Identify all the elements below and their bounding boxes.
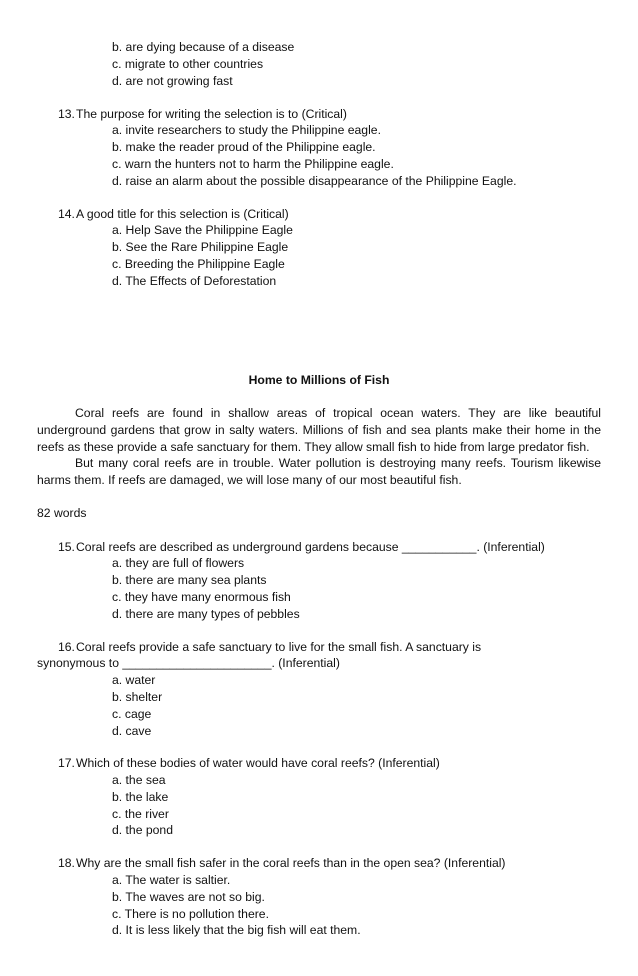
q18-option-a: a. The water is saltier. — [112, 873, 231, 887]
question-text: Which of these bodies of water would have coral reefs? (Inferential) — [76, 756, 440, 770]
q14-option-c: c. Breeding the Philippine Eagle — [112, 257, 285, 271]
q16-option-a: a. water — [112, 673, 156, 687]
q13-option-c: c. warn the hunters not to harm the Philippine eagle. — [112, 157, 394, 171]
q18-option-c: c. There is no pollution there. — [112, 907, 269, 921]
passage-body — [37, 405, 601, 489]
word-count: 82 words — [37, 506, 87, 520]
question-number: 16. — [58, 640, 75, 654]
question-text: The purpose for writing the selection is to (Critical) — [76, 107, 347, 121]
q15-option-d: d. there are many types of pebbles — [112, 607, 300, 621]
question-17 — [58, 755, 440, 771]
q18-option-d: d. It is less likely that the big fish will eat them. — [112, 923, 361, 937]
q17-option-d: d. the pond — [112, 823, 173, 837]
q13-option-d: d. raise an alarm about the possible disappearance of the Philippine Eagle. — [112, 174, 517, 188]
question-number: 18. — [58, 856, 75, 870]
question-number: 14. — [58, 207, 75, 221]
question-18 — [58, 855, 506, 871]
q12-option-c: c. migrate to other countries — [112, 57, 264, 71]
q17-option-b: b. the lake — [112, 790, 169, 804]
question-16 — [58, 639, 481, 655]
question-text: Why are the small fish safer in the coral reefs than in the open sea? (Inferential) — [76, 856, 506, 870]
q15-option-a: a. they are full of flowers — [112, 556, 245, 570]
q16-option-d: d. cave — [112, 724, 152, 738]
q15-option-b: b. there are many sea plants — [112, 573, 267, 587]
q14-option-a: a. Help Save the Philippine Eagle — [112, 223, 293, 237]
q16-option-c: c. cage — [112, 707, 152, 721]
question-13 — [58, 106, 347, 122]
question-number: 15. — [58, 540, 75, 554]
question-text: Coral reefs are described as underground gardens because ___________. (Inferential) — [76, 540, 545, 554]
q17-option-a: a. the sea — [112, 773, 166, 787]
q16-option-b: b. shelter — [112, 690, 163, 704]
question-text: A good title for this selection is (Critical) — [76, 207, 289, 221]
q14-option-b: b. See the Rare Philippine Eagle — [112, 240, 289, 254]
question-number: 13. — [58, 107, 75, 121]
question-number: 17. — [58, 756, 75, 770]
passage-paragraph-1: Coral reefs are found in shallow areas of tropical ocean waters. They are like beautiful underground gardens that grow in salty waters. Millions of fish and sea plants make their home in the reefs as these provide a safe sanctuary for them. They allow small fish to hide from large predator fish. — [37, 406, 601, 454]
passage-paragraph-2: But many coral reefs are in trouble. Water pollution is destroying many reefs. Tourism likewise harms them. If reefs are damaged, we will lose many of our most beautiful fish. — [37, 456, 601, 488]
q13-option-b: b. make the reader proud of the Philippine eagle. — [112, 140, 376, 154]
q14-option-d: d. The Effects of Deforestation — [112, 274, 277, 288]
question-16-continued: synonymous to ______________________. (Inferential) — [37, 656, 340, 670]
question-15 — [58, 539, 545, 555]
question-14 — [58, 206, 289, 222]
q18-option-b: b. The waves are not so big. — [112, 890, 265, 904]
q12-option-d: d. are not growing fast — [112, 74, 233, 88]
question-text: Coral reefs provide a safe sanctuary to live for the small fish. A sanctuary is — [76, 640, 482, 654]
q12-option-b: b. are dying because of a disease — [112, 40, 295, 54]
q17-option-c: c. the river — [112, 807, 169, 821]
q13-option-a: a. invite researchers to study the Philippine eagle. — [112, 123, 381, 137]
passage-title: Home to Millions of Fish — [248, 373, 390, 387]
q15-option-c: c. they have many enormous fish — [112, 590, 291, 604]
